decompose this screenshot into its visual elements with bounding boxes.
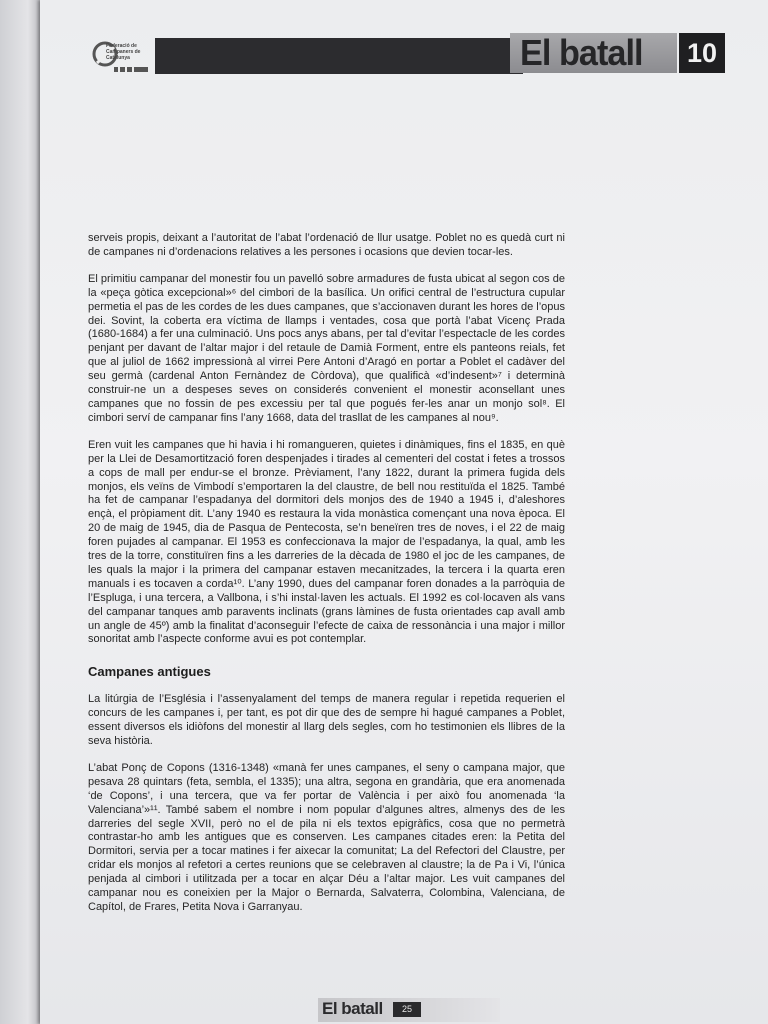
magazine-title: El batall [520,32,643,73]
header-dark-bar [155,38,523,74]
issue-number: 10 [679,33,725,73]
paragraph-3: Eren vuit les campanes que hi havia i hi romangueren, quietes i dinàmiques, fins el 1835, en què per la Llei de Desamortització foren despenjades i tirades al cementeri del costat i fetes a trossos a cops de mall per endur-se el bronze. Prèviament, l’any 1822, durant la primera fugida dels monjos, els veïns de Vimbodí s’emportaren la del claustre, de bell nou restituïda el 1825. També ha fet de campanar l’espadanya del dormitori dels monjos des de 1940 a 1945 i, d’aleshores ençà, el pròpiament dit. L’any 1940 es restaura la vida monàstica començant una nova època. El 20 de maig de 1945, dia de Pasqua de Pentecosta, se’n beneïren tres de noves, i el 22 de maig foren pujades al campanar. El 1953 es confeccionava la major de l’espadanya, la qual, amb les tres de la torre, constituïren fins a les darreries de la dècada de 1980 el joc de les campanes, de les quals la major i la primera del campanar estaven mecanitzades, la tercera i la quarta eren manuals i es tocaven a corda¹⁰. L’any 1990, dues del campanar foren donades a la parròquia de l’Espluga, i una tercera, a Vallbona, i s’hi instal·laven les actuals. El 1992 es col·locaven als vans del campanar tanques amb paravents inclinats (grans làmines de fusta orientades cap avall amb un angle de 45º) amb la finalitat d’aconseguir l’efecte de caixa de ressonància i una major i millor sonoritat amb l’aspecte conforme avui es pot contemplar. [88,438,565,646]
paragraph-4: La litúrgia de l’Església i l’assenyalament del temps de manera regular i repetida requerien el concurs de les campanes i, per tant, es pot dir que des de sempre hi hagué campanes a Poblet, essent diversos els idiòfons del monestir al llarg dels segles, com ho testimonien els llibres de la seva història. [88,693,565,747]
book-binding-edge [0,0,40,1024]
footer-title: El batall [322,999,383,1018]
logo-text: Federació de Campaners de Catalunya [106,43,141,61]
paragraph-2: El primitiu campanar del monestir fou un pavelló sobre armadures de fusta ubicat al segon cos de la «peça gòtica excepcional»⁶ del cimbori de la basílica. Un orifici central de l’estructura cupular permetia el pas de les cordes de les dues campanes, que s’accionaven durant les hores de l’opus dei. Sovint, la coberta era víctima de llamps i ventades, cosa que portà l’abat Vicenç Prada (1680-1684) a fer una culminació. Uns pocs anys abans, per tal d’evitar l’espectacle de les cordes penjant per davant de l’altar major i del retaule de Damià Forment, entre els panteons reials, fet que al juliol de 1662 impressionà al virrei Pere Antoni d’Aragó en portar a Poblet el cadàver del seu germà (cardenal Anton Fernàndez de Còrdova), que qualificà «d’indesent»⁷ i determinà construir-ne un a despeses seves on considerés convenient el monestir aconsellant unes campanes que no fossin de pes excessiu per tal que pogués fer-les anar un monjo sol⁸. El cimbori serví de campanar fins l’any 1668, data del trasllat de les campanes al nou⁹. [88,272,565,424]
magazine-page [40,0,768,1024]
federation-logo [92,37,154,75]
page-header [92,33,768,79]
section-heading: Campanes antigues [88,664,211,680]
page-footer [318,998,500,1022]
paragraph-5: L’abat Ponç de Copons (1316-1348) «manà fer unes campanes, el seny o campana major, que pesava 28 quintars (feta, sembla, el 1335); una altra, segona en grandària, que era anomenada ‘de Copons’, i una tercera, que va fer portar de València i per això fou anomenada ‘la Valenciana’»¹¹. També sabem el nombre i nom popular d’algunes altres, almenys des de les darreries del segle XVII, però no el de pila ni els textos epigràfics, cosa que no permetrà contrastar-ho amb les antigues que es conserven. Les campanes citades eren: la Petita del Dormitori, servia per a tocar matines i fer aixecar la comunitat; La del Refectori del Claustre, per cridar els monjos al refetori a certes reunions que se celebraven al claustre; la de Pa i Vi, l’única penjada al cimbori i utilitzada per a tocar en alçar Déu a l’altar major. Les vuit campanes del campanar nou es coneixien per la Major o Bernarda, Salvaterra, Colombina, Valenciana, de Capítol, de Frares, Petita Nova i Garranyau. [88,761,565,913]
paragraph-1: serveis propis, deixant a l’autoritat de l’abat l’ordenació de llur usatge. Poblet no es quedà curt ni de campanes ni d’ordenacions relatives a les persones i ocasions que devien tocar-les. [88,232,565,258]
page-number: 25 [393,1002,421,1017]
article-body [88,232,565,928]
